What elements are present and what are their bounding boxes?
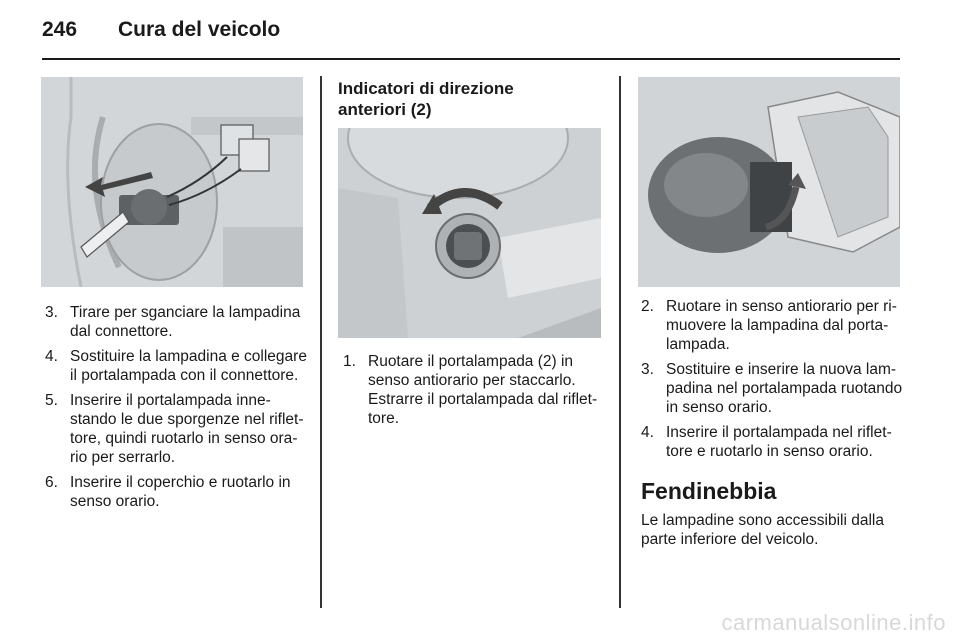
list-item: 4. Sostituire la lampadina e collegare il portalampada con il connettore. [45, 348, 307, 384]
chapter-title: Cura del veicolo [118, 18, 281, 41]
middle-column-text [343, 352, 605, 434]
middle-steps-list [343, 352, 605, 428]
right-steps-list [641, 297, 903, 461]
left-column-text [45, 303, 307, 517]
list-item: 3. Tirare per sganciare la lampadina dal connettore. [45, 304, 301, 340]
list-item: 6. Inserire il coperchio e ruotarlo in senso orario. [45, 474, 291, 510]
section-title-fendinebbia: Fendinebbia [641, 478, 777, 504]
column-separator-1 [320, 76, 322, 608]
middle-section-heading [338, 78, 608, 120]
page-number: 246 [42, 18, 78, 41]
list-item: 3. Sostituire e inserire la nuova lampadina nel portalampada ruotando in senso orario. [641, 361, 903, 416]
right-column-text [641, 297, 903, 549]
headlamp-bulb-illustration [41, 77, 303, 287]
list-item: 4. Inserire il portalampada nel riflettore e ruotarlo in senso orario. [641, 424, 892, 460]
left-steps-list [45, 303, 307, 511]
list-item: 2. Ruotare in senso antiorario per rimuovere la lampadina dal portalampada. [641, 298, 897, 353]
list-item: 1. Ruotare il portalampada (2) in senso antiorario per staccarlo. Estrarre il portalampada dal riflettore. [343, 353, 598, 427]
header-rule [42, 58, 900, 60]
section-title-line-1: Indicatori di direzione [338, 79, 514, 98]
fendinebbia-text: Le lampadine sono accessibili dalla parte inferiore del veicolo. [641, 512, 884, 548]
turn-signal-illustration [338, 128, 601, 338]
section-title-line-2: anteriori (2) [338, 100, 432, 119]
watermark: carmanualsonline.info [721, 610, 946, 635]
bulb-holder-illustration [638, 77, 900, 287]
list-item: 5. Inserire il portalampada innestando le due sporgenze nel riflettore, quindi ruotarlo in senso orario per serrarlo. [45, 392, 304, 466]
column-separator-2 [619, 76, 621, 608]
